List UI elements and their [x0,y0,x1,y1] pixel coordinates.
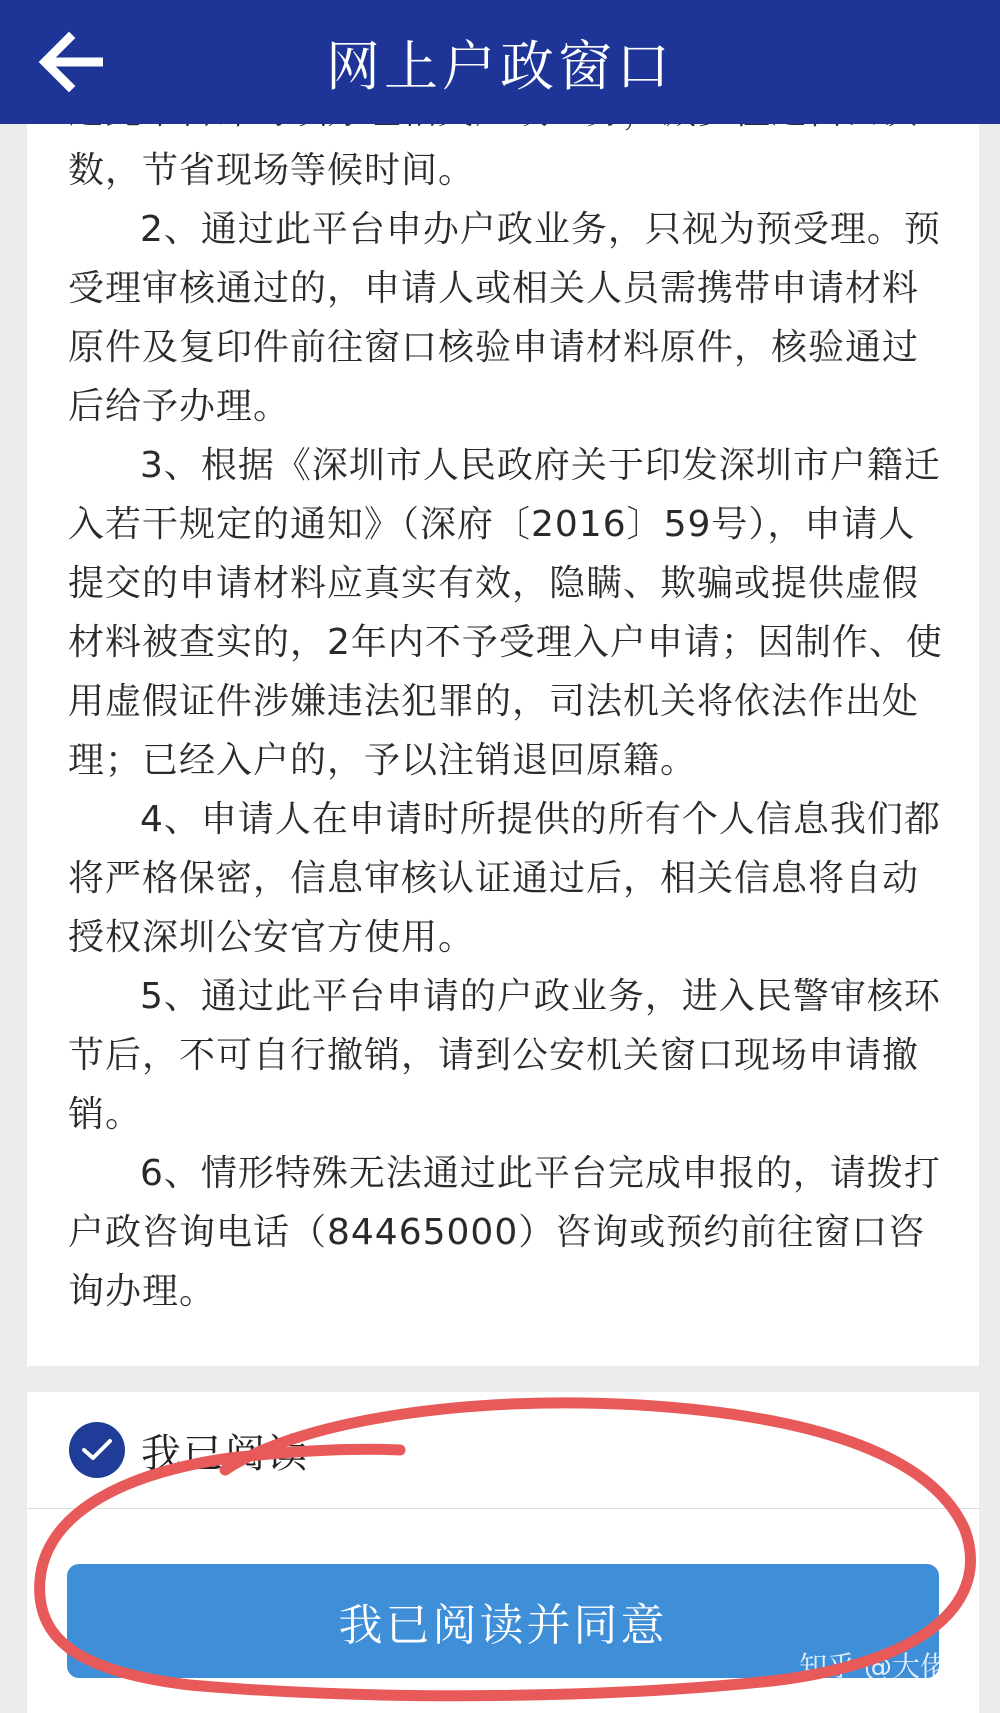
notice-content [27,124,979,1366]
back-button[interactable] [28,18,118,106]
notice-paragraph: 2、通过此平台申办户政业务，只视为预受理。预受理审核通过的，申请人或相关人员需携带申请材料原件及复印件前往窗口核验申请材料原件，核验通过后给予办理。 [68,209,941,427]
watermark: 知乎 @大佬猪 [799,1650,976,1683]
checkmark-icon [81,1438,113,1462]
notice-paragraph: 数，节省现场等候时间。 [68,150,476,191]
notice-paragraph: 4、申请人在申请时所提供的所有个人信息我们都将严格保密，信息审核认证通过后，相关信息将自动授权深圳公安官方使用。 [68,799,941,958]
agree-button[interactable]: 我已阅读并同意 [67,1564,939,1678]
notice-text [68,82,948,1321]
app-header [0,0,1000,124]
notice-paragraph: 6、情形特殊无法通过此平台完成申报的，请拨打户政咨询电话（84465000）咨询或预约前往窗口咨询办理。 [68,1153,941,1312]
notice-paragraph: 3、根据《深圳市人民政府关于印发深圳市户籍迁入若干规定的通知》（深府〔2016〕59号），申请人提交的申请材料应真实有效，隐瞒、欺骗或提供虚假材料被查实的，2年内不予受理入户申请；因制作、使用虚假证件涉嫌违法犯罪的，司法机关将依法作出处理；已经入户的，予以注销退回原籍。 [68,445,943,781]
read-checkbox[interactable] [69,1422,125,1478]
notice-paragraph: 5、通过此平台申请的户政业务，进入民警审核环节后，不可自行撤销，请到公安机关窗口现场申请撤销。 [68,976,941,1135]
back-arrow-icon [39,32,107,92]
page-title: 网上户政窗口 [326,34,674,98]
read-confirm-row[interactable] [27,1392,979,1509]
read-label: 我已阅读 [141,1430,309,1477]
